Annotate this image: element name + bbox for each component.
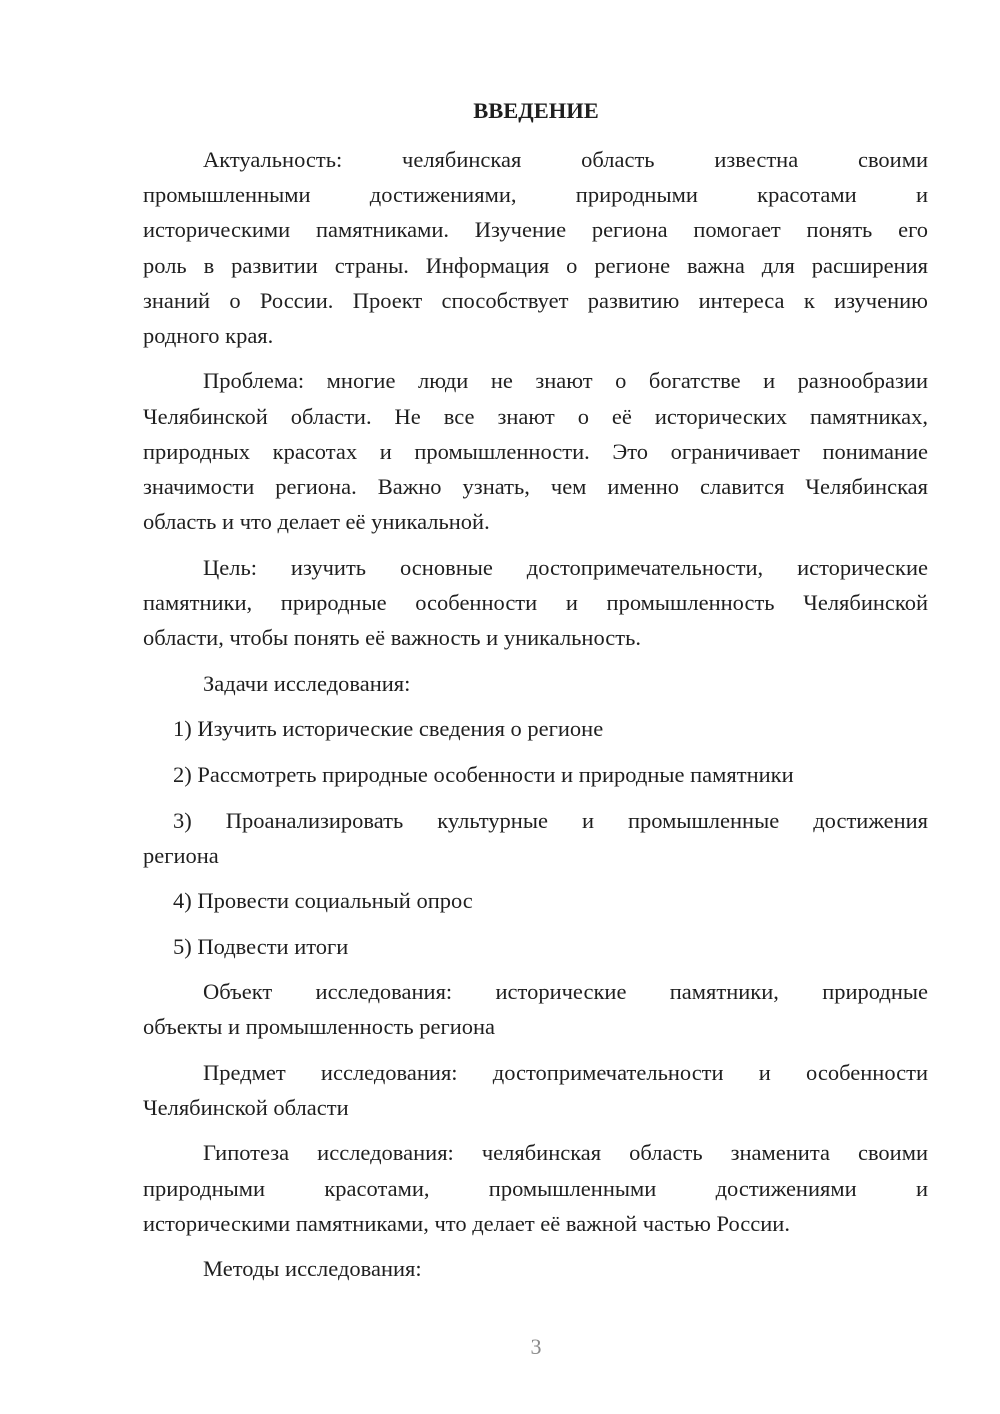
- goal-line: области, чтобы понять её важность и уникальность.: [143, 625, 641, 650]
- relevance-line: знаний о России. Проект способствует развитию интереса к изучению: [143, 288, 928, 313]
- methods-heading: Методы исследования:: [203, 1256, 422, 1281]
- problem-line: область и что делает её уникальной.: [143, 509, 490, 534]
- relevance-line: Актуальность: челябинская область известна своими: [203, 147, 928, 172]
- task-item: 2) Рассмотреть природные особенности и природные памятники: [173, 762, 794, 787]
- problem-line: Челябинской области. Не все знают о её исторических памятниках,: [143, 404, 928, 429]
- relevance-line: родного края.: [143, 323, 274, 348]
- page-number: 3: [530, 1334, 542, 1359]
- goal-line: Цель: изучить основные достопримечательности, исторические: [203, 555, 928, 580]
- hypothesis-line: Гипотеза исследования: челябинская область знаменита своими: [203, 1140, 928, 1165]
- hypothesis-line: историческими памятниками, что делает её важной частью России.: [143, 1211, 790, 1236]
- task-item: 4) Провести социальный опрос: [173, 888, 473, 913]
- object-line: объекты и промышленность региона: [143, 1014, 496, 1039]
- task-item-continuation: региона: [143, 843, 219, 868]
- relevance-line: историческими памятниками. Изучение региона помогает понять его: [143, 217, 928, 242]
- hypothesis-line: природными красотами, промышленными достижениями и: [143, 1176, 928, 1201]
- subject-line: Челябинской области: [143, 1095, 349, 1120]
- tasks-heading: Задачи исследования:: [203, 671, 411, 696]
- goal-line: памятники, природные особенности и промышленность Челябинской: [143, 590, 928, 615]
- task-item: 5) Подвести итоги: [173, 934, 349, 959]
- relevance-line: роль в развитии страны. Информация о регионе важна для расширения: [143, 253, 928, 278]
- task-item: 3) Проанализировать культурные и промышленные достижения: [173, 808, 928, 833]
- relevance-line: промышленными достижениями, природными красотами и: [143, 182, 928, 207]
- problem-line: значимости региона. Важно узнать, чем именно славится Челябинская: [143, 474, 928, 499]
- task-item: 1) Изучить исторические сведения о регионе: [173, 716, 604, 741]
- subject-line: Предмет исследования: достопримечательности и особенности: [203, 1060, 928, 1085]
- problem-line: Проблема: многие люди не знают о богатстве и разнообразии: [203, 368, 928, 393]
- problem-line: природных красотах и промышленности. Это ограничивает понимание: [143, 439, 928, 464]
- page-title: ВВЕДЕНИЕ: [473, 98, 599, 123]
- object-line: Объект исследования: исторические памятники, природные: [203, 979, 928, 1004]
